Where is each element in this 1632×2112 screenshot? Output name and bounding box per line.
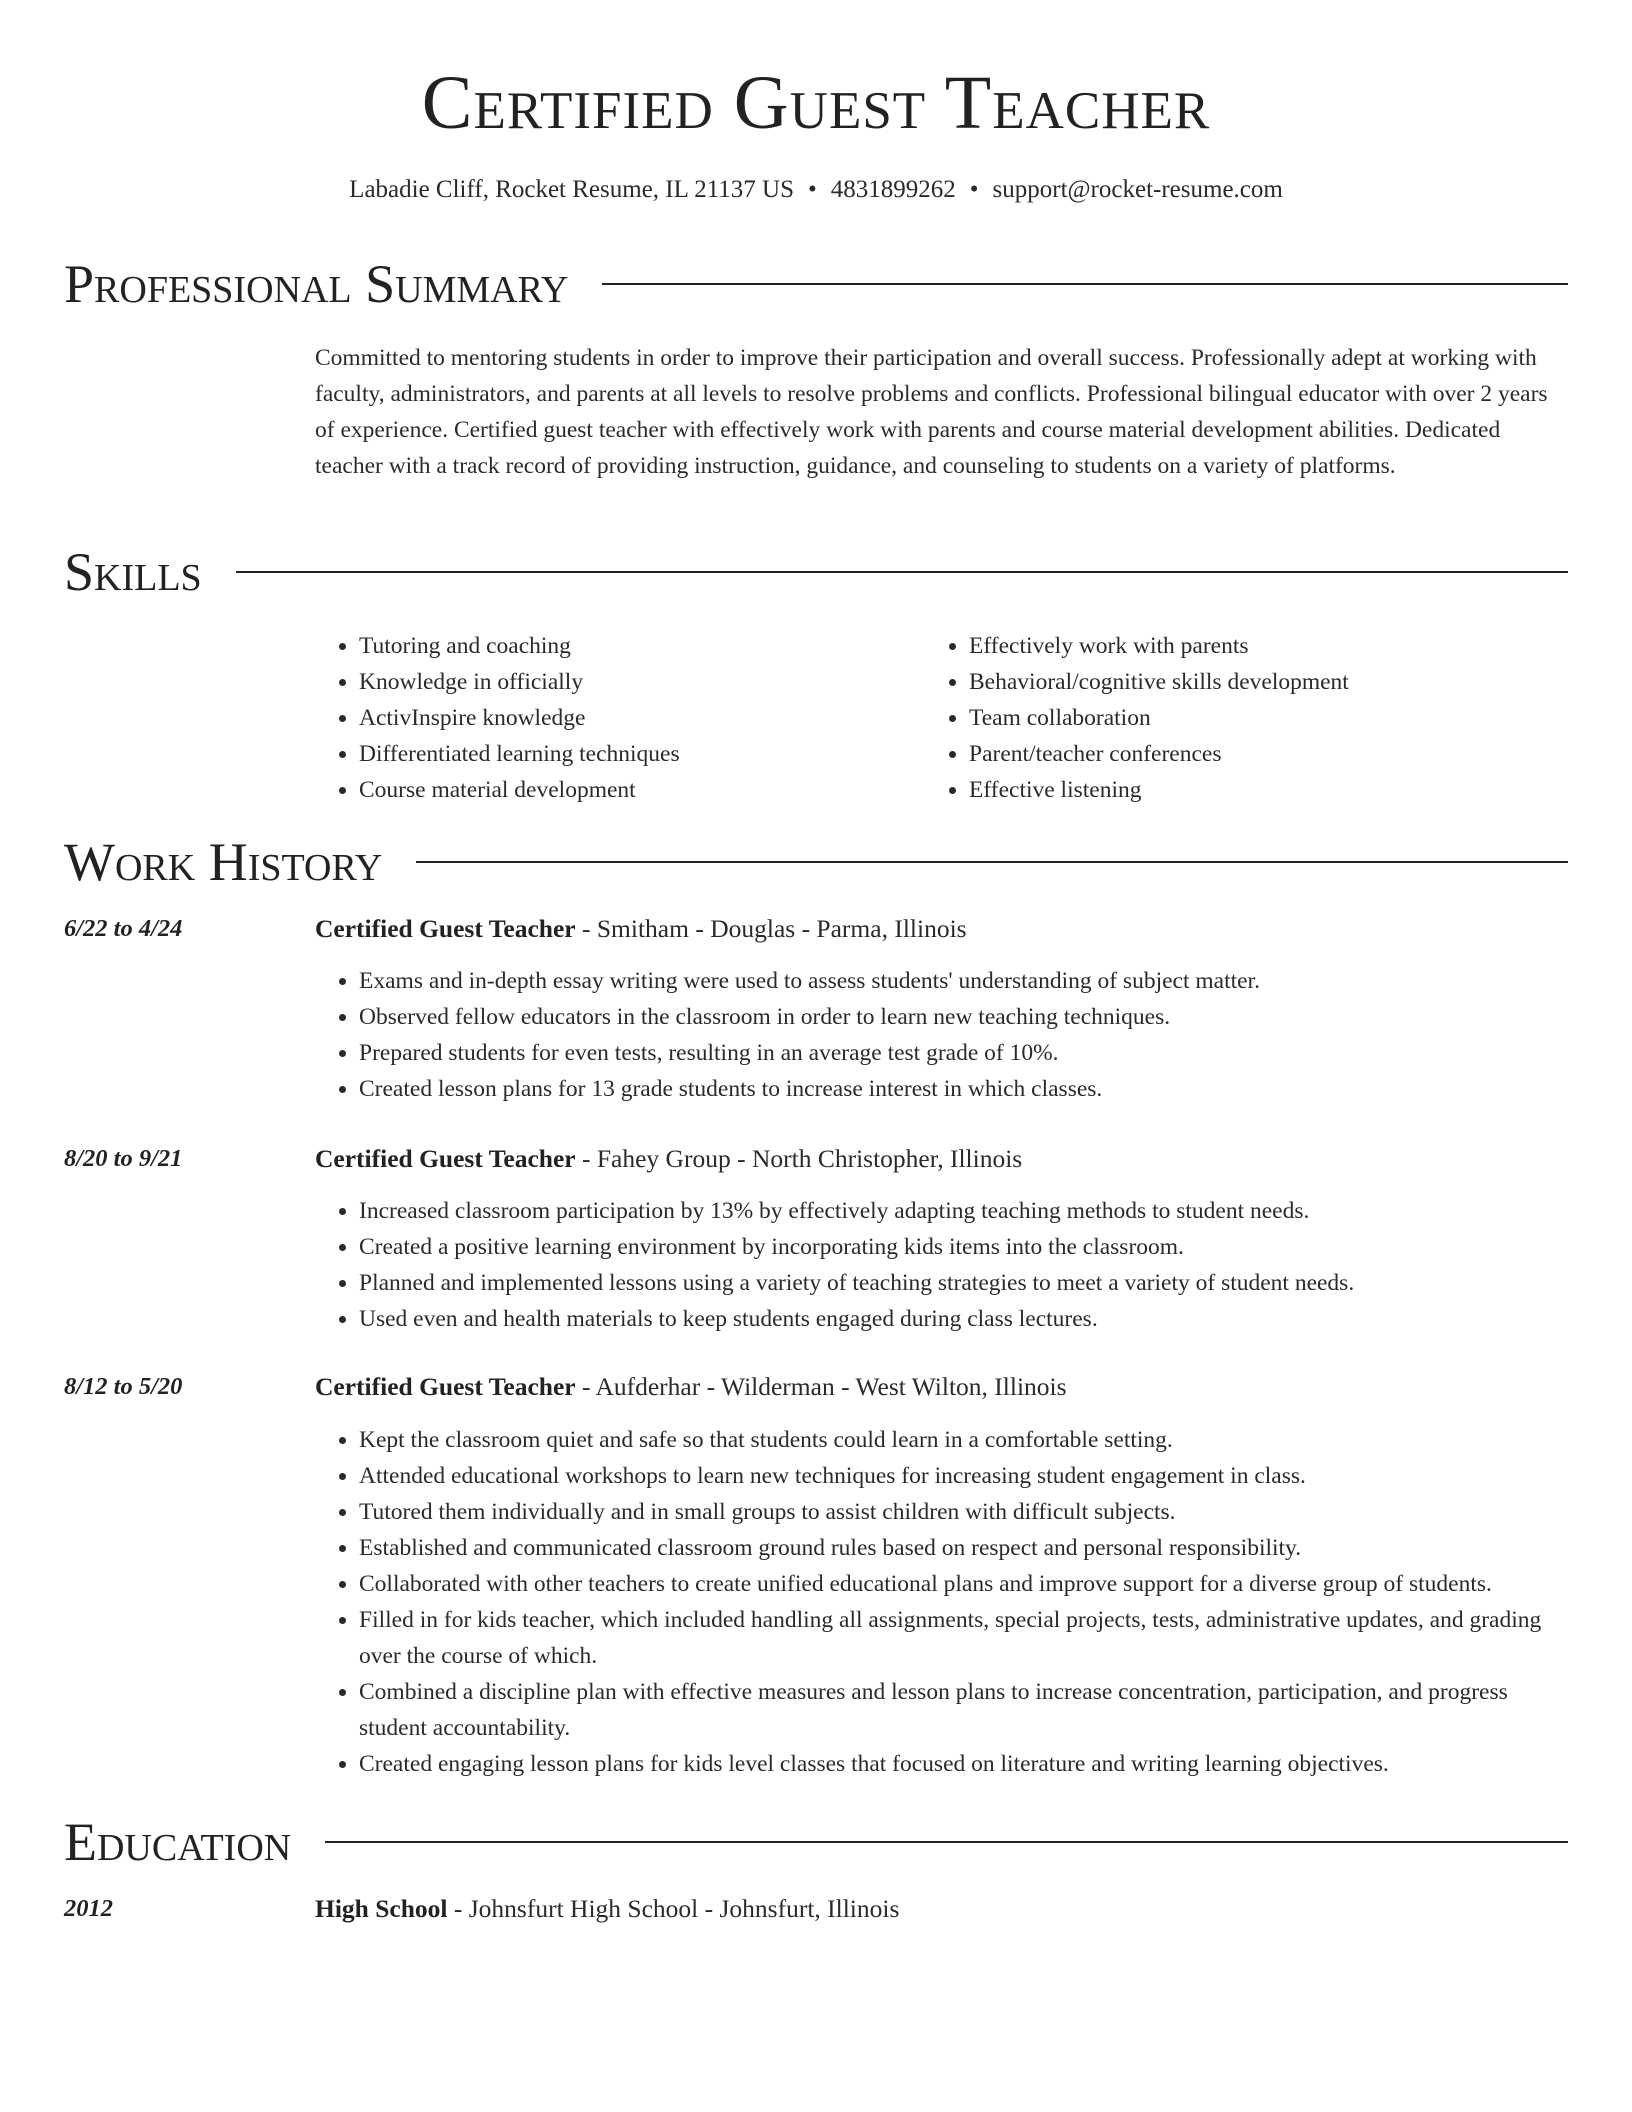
summary-text: Committed to mentoring students in order to improve their participation and overall success. Professionally adept at working with faculty, administrators, and parents at all levels to resolve problems and conflicts. Professional bilingual educator with over 2 years of experience. Certified guest teacher with effectively work with parents and course material development abilities. Dedicated teacher with a track record of providing instruction, guidance, and counseling to students on a variety of platforms. (315, 345, 1548, 479)
contact-line (0, 174, 1632, 206)
job-bullet: • Created a positive learning environment by incorporating kids items into the classroom. (359, 1229, 1568, 1265)
summary-section-header (64, 252, 1568, 316)
skill-item: • Effectively work with parents (969, 628, 1349, 664)
section-divider (416, 861, 1568, 863)
section-divider (325, 1841, 1568, 1843)
job-heading (315, 1369, 1568, 1405)
skill-item: • Knowledge in officially (359, 664, 680, 700)
skill-item: • Course material development (359, 772, 680, 808)
job-bullet: • Collaborated with other teachers to create unified educational plans and improve support for a diverse group of students. (359, 1566, 1568, 1602)
job-bullet: • Kept the classroom quiet and safe so that students could learn in a comfortable setting. (359, 1422, 1568, 1458)
work-section-header (64, 830, 1568, 894)
job-bullet: • Observed fellow educators in the classroom in order to learn new teaching techniques. (359, 999, 1568, 1035)
education-heading (315, 1891, 1568, 1927)
skill-item: • Team collaboration (969, 700, 1349, 736)
contact-phone: 4831899262 (830, 176, 956, 203)
job-details: - Aufderhar - Wilderman - West Wilton, Illinois (575, 1372, 1067, 1401)
education-details: - Johnsfurt High School - Johnsfurt, Illinois (447, 1894, 900, 1923)
job-bullet: • Created engaging lesson plans for kids level classes that focused on literature and writing learning objectives. (359, 1746, 1568, 1782)
job-bullet: • Increased classroom participation by 13% by effectively adapting teaching methods to student needs. (359, 1193, 1568, 1229)
job-bullets (315, 1193, 1568, 1337)
job-bullet: • Tutored them individually and in small groups to assist children with difficult subjects. (359, 1494, 1568, 1530)
skill-item: • Parent/teacher conferences (969, 736, 1349, 772)
job-bullet: • Planned and implemented lessons using a variety of teaching strategies to meet a variety of student needs. (359, 1265, 1568, 1301)
contact-email: support@rocket-resume.com (992, 176, 1283, 203)
job-role: Certified Guest Teacher (315, 1144, 576, 1173)
skill-item: • Behavioral/cognitive skills development (969, 664, 1349, 700)
job-bullets (315, 963, 1568, 1107)
job-bullet: • Exams and in-depth essay writing were used to assess students' understanding of subject matter. (359, 963, 1568, 999)
resume-name: Certified Guest Teacher (421, 61, 1211, 145)
job-bullet: • Created lesson plans for 13 grade students to increase interest in which classes. (359, 1071, 1568, 1107)
education-title: Education (64, 1812, 292, 1872)
education-year: 2012 (64, 1895, 113, 1922)
contact-address: Labadie Cliff, Rocket Resume, IL 21137 US (349, 176, 794, 203)
job-bullet: • Filled in for kids teacher, which included handling all assignments, special projects, tests, administrative updates, and grading over the course of which. (359, 1602, 1568, 1674)
job-dates: 8/12 to 5/20 (64, 1373, 183, 1400)
summary-title: Professional Summary (64, 254, 569, 314)
job-heading (315, 1141, 1568, 1177)
job-bullet: • Attended educational workshops to learn new techniques for increasing student engagement in class. (359, 1458, 1568, 1494)
skills-title: Skills (64, 542, 202, 602)
skills-list-left (315, 628, 680, 808)
job-heading (315, 911, 1568, 947)
skill-item: • Tutoring and coaching (359, 628, 680, 664)
job-bullet: • Used even and health materials to keep students engaged during class lectures. (359, 1301, 1568, 1337)
job-bullet: • Prepared students for even tests, resulting in an average test grade of 10%. (359, 1035, 1568, 1071)
education-section-header (64, 1810, 1568, 1874)
job-role: Certified Guest Teacher (315, 914, 576, 943)
skill-item: • ActivInspire knowledge (359, 700, 680, 736)
job-dates: 8/20 to 9/21 (64, 1145, 183, 1172)
skills-list-right (925, 628, 1349, 808)
skill-item: • Differentiated learning techniques (359, 736, 680, 772)
skills-section-header (64, 540, 1568, 604)
education-degree: High School (315, 1894, 448, 1923)
job-role: Certified Guest Teacher (315, 1372, 576, 1401)
job-bullets (315, 1422, 1568, 1782)
skill-item: • Effective listening (969, 772, 1349, 808)
contact-separator: • (808, 176, 817, 203)
work-title: Work History (64, 832, 383, 892)
section-divider (602, 283, 1568, 285)
job-dates: 6/22 to 4/24 (64, 915, 183, 942)
job-bullet: • Combined a discipline plan with effective measures and lesson plans to increase concentration, participation, and progress student accountability. (359, 1674, 1568, 1746)
job-details: - Smitham - Douglas - Parma, Illinois (575, 914, 967, 943)
job-details: - Fahey Group - North Christopher, Illinois (575, 1144, 1023, 1173)
contact-separator: • (969, 176, 979, 203)
job-bullet: • Established and communicated classroom ground rules based on respect and personal responsibility. (359, 1530, 1568, 1566)
section-divider (236, 571, 1568, 573)
